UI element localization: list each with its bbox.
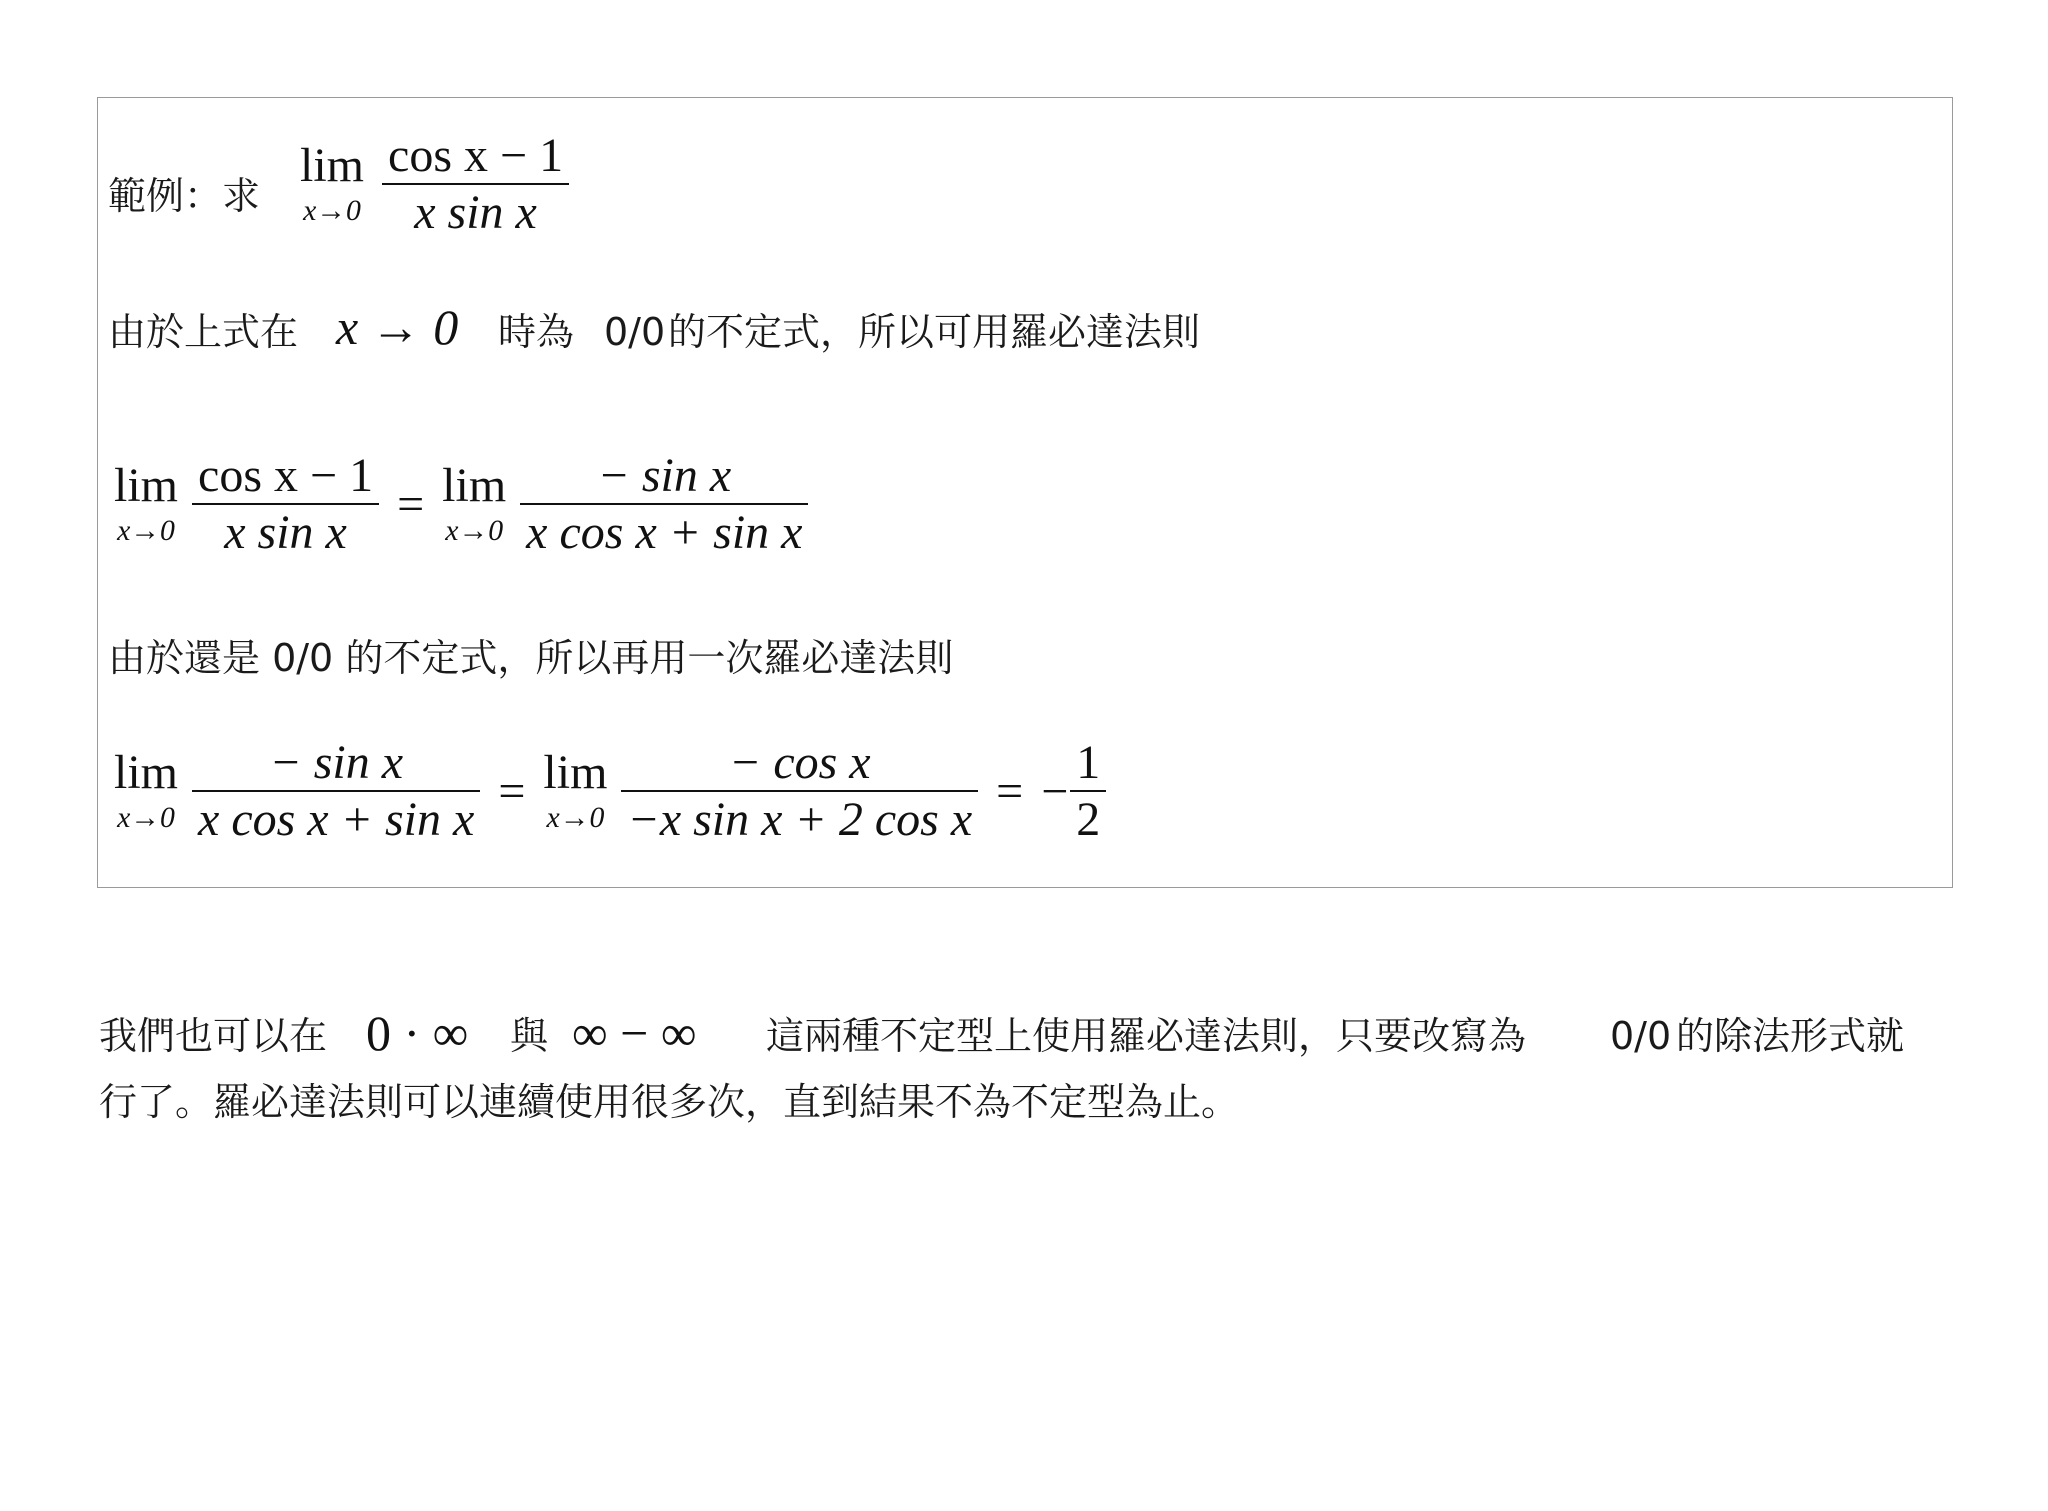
line1-math: x → 0 xyxy=(336,299,459,355)
limit-operator: lim x→0 xyxy=(442,459,507,548)
para-zero: 0/0 xyxy=(1610,1014,1672,1058)
eq2-mid-fraction: $\frac{\text{− cos x}}{\text{−x sin x + 2 cos x}}$ xyxy=(621,735,978,847)
line1-prefix: 由於上式在 xyxy=(108,310,299,354)
problem-expression xyxy=(300,128,569,240)
example-label: 範例：求 xyxy=(108,174,261,218)
eq1-rhs-fraction: $\frac{\text{− sin x}}{\text{x cos x + sin x}}$ xyxy=(520,448,808,560)
result-fraction: $\frac{1}{2}$ xyxy=(1070,735,1106,847)
eq2-lhs-fraction: $\frac{\text{− sin x}}{\text{x cos x + sin x}}$ xyxy=(192,735,480,847)
limit-operator: lim x→0 xyxy=(300,139,365,228)
line1-suffix-a: 時為 xyxy=(498,310,575,354)
eq1-lhs-fraction: $\frac{\text{cos x − 1}}{\text{x sin x}}$ xyxy=(192,448,379,560)
fraction-denominator: x sin x xyxy=(414,186,537,239)
limit-operator: lim x→0 xyxy=(543,746,608,835)
para-text-3: 這兩種不定型上使用羅必達法則，只要改寫為 xyxy=(766,1014,1527,1058)
problem-fraction xyxy=(382,128,569,240)
fraction-numerator: cos x − 1 xyxy=(388,129,564,182)
limit-operator: lim x→0 xyxy=(114,459,179,548)
equals-sign-2: = xyxy=(996,764,1024,818)
para-math-1: 0 · ∞ xyxy=(366,1005,469,1061)
limit-operator: lim x→0 xyxy=(114,746,179,835)
para-text-line2: 行了。羅必達法則可以連續使用很多次，直到結果不為不定型為止。 xyxy=(99,1080,1240,1124)
equals-sign: = xyxy=(498,764,526,818)
para-text-4: 的除法形式就 xyxy=(1676,1014,1905,1058)
line1-zero: 0/0 xyxy=(604,310,666,354)
equation-2 xyxy=(114,735,1106,847)
para-text-2: 與 xyxy=(510,1014,549,1058)
line1-suffix-b: 的不定式，所以可用羅必達法則 xyxy=(668,310,1201,354)
equals-sign: = xyxy=(397,477,425,531)
result-sign: − xyxy=(1041,764,1069,818)
line2-text: 由於還是 0/0 的不定式，所以再用一次羅必達法則 xyxy=(108,636,954,680)
para-text-1: 我們也可以在 xyxy=(99,1014,328,1058)
equation-1 xyxy=(114,448,808,560)
para-math-2: ∞ − ∞ xyxy=(572,1005,697,1061)
